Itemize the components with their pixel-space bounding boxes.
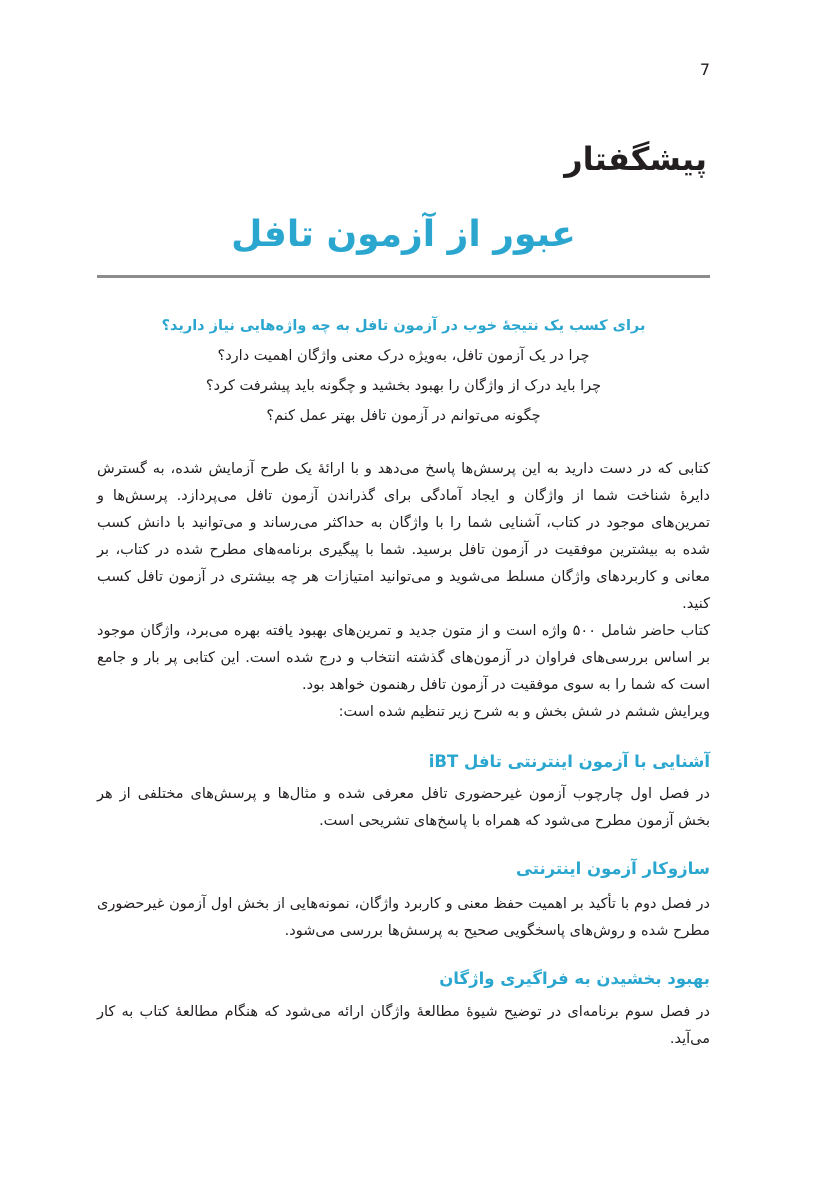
- question-lead: برای کسب یک نتیجۀ خوب در آزمون تافل به چه واژه‌هایی نیاز دارید؟: [161, 318, 646, 334]
- chapter-heading: پیشگفتار: [564, 140, 707, 178]
- chapter-title: عبور از آزمون تافل: [231, 214, 576, 255]
- question-item: چرا باید درک از واژگان را بهبود بخشید و چگونه باید پیشرفت کرد؟: [205, 378, 602, 394]
- section-heading-mechanism: سازوکار آزمون اینترنتی: [516, 859, 710, 878]
- section-heading-vocabulary: بهبود بخشیدن به فراگیری واژگان: [439, 969, 710, 988]
- question-item: چگونه می‌توانم در آزمون تافل بهتر عمل کنم؟: [266, 408, 541, 424]
- question-item: چرا در یک آزمون تافل، به‌ویژه درک معنی واژگان اهمیت دارد؟: [217, 348, 590, 364]
- intro-paragraph: ویرایش ششم در شش بخش و به شرح زیر تنظیم شده است:: [338, 704, 710, 720]
- intro-questions: [97, 312, 710, 432]
- intro-paragraph: کتاب حاضر شامل ۵۰۰ واژه است و از متون جدید و تمرین‌های بهبود یافته بهره می‌برد، واژگان موجود بر اساس بررسی‌های فراوان در آزمون‌های گذشته انتخاب و درج شده است. این کتابی پر بار و جامع است که شما را به سوی موفقیت در آزمون تافل رهنمون خواهد بود.: [97, 623, 711, 693]
- title-divider: [97, 275, 710, 278]
- page-number: 7: [699, 60, 711, 79]
- section-text-ibt: در فصل اول چارچوب آزمون غیرحضوری تافل معرفی شده و مثال‌ها و پرسش‌های مختلفی از هر بخش آزمون مطرح می‌شود که همراه با پاسخ‌های تشریحی است.: [97, 786, 710, 829]
- section-text-mechanism: در فصل دوم با تأکید بر اهمیت حفظ معنی و کاربرد واژگان، نمونه‌هایی از بخش اول آزمون غیرحضوری مطرح شده و روش‌های پاسخگویی صحیح به پرسش‌ها بررسی می‌شود.: [97, 896, 710, 939]
- section-heading-ibt: آشنایی با آزمون اینترنتی تافل iBT: [428, 752, 710, 771]
- section-text-vocabulary: در فصل سوم برنامه‌ای در توضیح شیوۀ مطالعۀ واژگان ارائه می‌شود که هنگام مطالعۀ کتاب به کار می‌آید.: [97, 1004, 710, 1047]
- intro-paragraph: کتابی که در دست دارید به این پرسش‌ها پاسخ می‌دهد و با ارائۀ یک طرح آزمایش شده، به گسترش دایرۀ شناخت شما از واژگان و ایجاد آمادگی برای گذراندن آزمون تافل می‌پردازد. پرسش‌ها و تمرین‌های موجود در کتاب، آشنایی شما را با واژگان به حداکثر می‌رساند و می‌توانید با دانش کسب شده به بیشترین موفقیت در آزمون تافل برسید. شما با پیگیری برنامه‌های مطرح شده در کتاب، بر معانی و کاربردهای واژگان مسلط می‌شوید و می‌توانید امتیازات هر چه بیشتری در آزمون تافل کسب کنید.: [97, 461, 710, 612]
- body-text: [97, 456, 710, 1053]
